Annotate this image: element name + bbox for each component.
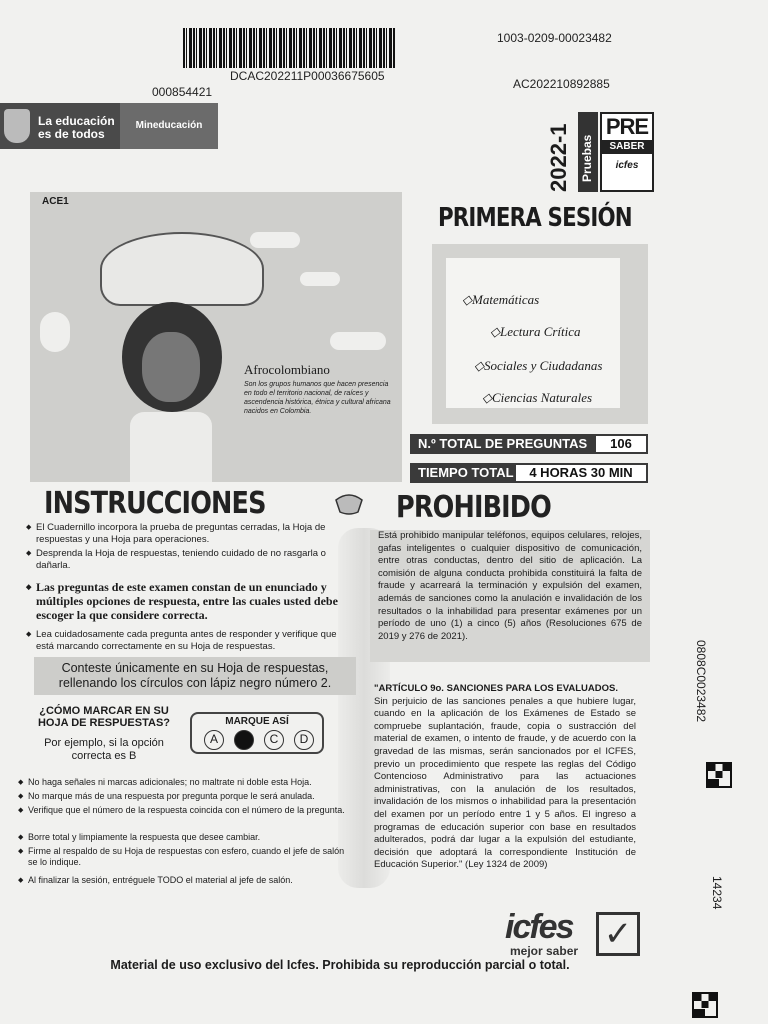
code-right: AC202210892885 [513, 77, 610, 91]
mark-example-box [190, 712, 324, 754]
total-questions-row [410, 434, 648, 454]
pre-saber-badge [600, 112, 654, 192]
qr-code-icon [706, 762, 732, 788]
caption-text: Son los grupos humanos que hacen presencia en todo el territorio nacional, de raíces y ascendencia histórica, étnica y cultural africana nacidos en Colombia. [244, 381, 391, 415]
total-questions-value: 106 [596, 436, 646, 452]
article-text: Sin perjuicio de las sanciones penales a que hubiere lugar, cuando en la aplicación de los Exámenes de Estado se compruebe suplantación, fraude, copia o sustracción del material de examen, o intento de fraude, y de acuerdo con la gravedad de las mismas, serán sancionados por el ICFES, previo un procedimiento que respete las reglas del Código Contencioso Administrativo para las actuaciones administrativas, con la anulación de los resultados, invalidación de los mismos o inhabilidad para la presentación del examen por un período entre 1 y 5 años. El ingreso a programas de educación superior con base en resultados adulterados, podrá dar lugar a la expulsión del estudiante, decisión que adoptará la correspondiente Institución de Educación Superior." (Ley 1324 de 2009) [374, 695, 636, 871]
option-circle-b-filled [234, 730, 254, 750]
instruction-item: ◆ Lea cuidadosamente cada pregunta antes de responder y verifique que está marcando correctamente en su Hoja de respuestas. [36, 629, 356, 653]
how-to-mark-example: Por ejemplo, si la opción correcta es B [44, 737, 164, 762]
rule-item: ◆ Borre total y limpiamente la respuesta que desee cambiar. [28, 832, 350, 843]
basket-hat-icon [100, 232, 264, 306]
code-top-right: 1003-0209-00023482 [497, 31, 612, 45]
illustration-code: ACE1 [42, 196, 69, 207]
session-title: PRIMERA SESIÓN [438, 203, 632, 233]
barcode-text: DCAC202211P00036675605 [230, 69, 385, 83]
slogan: La educación es de todos [38, 114, 115, 141]
ministry-band [0, 103, 218, 149]
rule-item: ◆ Al finalizar la sesión, entréguele TODO el material al jefe de salón. [28, 875, 350, 886]
pruebas-label: Pruebas [578, 112, 598, 192]
subject-item: ◇Matemáticas [462, 292, 540, 307]
rule-item: ◆ Verifique que el número de la respuesta coincida con el número de la pregunta. [28, 805, 350, 816]
year-label: 2022-1 [546, 123, 571, 192]
rule-item: ◆ No haga señales ni marcas adicionales; no maltrate ni doble esta Hoja. [28, 777, 350, 788]
article-block [374, 683, 636, 872]
subject-item: ◇Lectura Crítica [490, 324, 581, 339]
vertical-number: 14234 [710, 876, 724, 910]
caption-title: Afrocolombiano [244, 362, 330, 377]
check-icon: ✓ [596, 912, 640, 956]
icfes-logo: icfes [505, 908, 573, 946]
icfes-small-logo: icfes [615, 160, 639, 171]
vertical-code: 0808C0023482 [694, 640, 708, 723]
subjects-box [432, 244, 648, 424]
girl-figure-icon [142, 332, 200, 402]
contest-note: Conteste únicamente en su Hoja de respuestas, rellenando los círculos con lápiz negro número 2. [34, 657, 356, 695]
icfes-tagline: mejor saber [510, 944, 579, 958]
prohibido-title: PROHIBIDO [396, 490, 551, 525]
barcode [183, 28, 395, 68]
instructions-title: INSTRUCCIONES [44, 486, 266, 521]
qr-code-icon [692, 992, 718, 1018]
footer-note: Material de uso exclusivo del Icfes. Prohibida su reproducción parcial o total. [110, 958, 570, 972]
option-circle-d: D [294, 730, 314, 750]
code-left: 000854421 [152, 85, 213, 99]
instruction-item: ◆ El Cuadernillo incorpora la prueba de preguntas cerradas, la Hoja de respuestas y una Hoja para operaciones. [36, 522, 356, 546]
instruction-item: ◆ Las preguntas de este examen constan de un enunciado y múltiples opciones de respuesta, entre las cuales usted debe escoger la que considere correcta. [36, 580, 356, 622]
pre-text: PRE [605, 114, 649, 139]
option-circle-c: C [264, 730, 284, 750]
bowl-icon [334, 490, 364, 516]
mark-example-label: MARQUE ASÍ [225, 716, 289, 727]
subject-item: ◇Sociales y Ciudadanas [474, 358, 603, 373]
total-time-value: 4 HORAS 30 MIN [516, 465, 646, 481]
article-title: "ARTÍCULO 9o. SANCIONES PARA LOS EVALUADOS. [374, 683, 618, 694]
instruction-item: ◆ Desprenda la Hoja de respuestas, teniendo cuidado de no rasgarla o dañarla. [36, 548, 356, 572]
coat-of-arms-icon [4, 109, 30, 143]
subject-item: ◇Ciencias Naturales [482, 390, 593, 405]
option-circle-a: A [204, 730, 224, 750]
total-questions-label: N.º TOTAL DE PREGUNTAS [418, 436, 588, 451]
ministry-name: Mineducación [120, 103, 218, 149]
total-time-row [410, 463, 648, 483]
rule-item: ◆ No marque más de una respuesta por pregunta porque le será anulada. [28, 791, 350, 802]
prohibido-text: Está prohibido manipular teléfonos, equipos celulares, relojes, gafas inteligentes o cualquier dispositivo de comunicación, entre otras conductas, dentro del sitio de aplicación. La comisión de alguna conducta prohibida constituirá la falta de fraude y acarreará la terminación y expulsión del examen, además de sanciones como la anulación e invalidación de los resultados o la inhabilidad para presentar exámenes por un período de uno (1) a cinco (5) años (Resoluciones 675 de 2019 y 276 de 2021). [370, 530, 650, 662]
total-time-label: TIEMPO TOTAL [418, 465, 514, 480]
saber-text: SABER [602, 140, 652, 154]
illustration [30, 192, 402, 482]
rule-item: ◆ Firme al respaldo de su Hoja de respuestas con esfero, cuando el jefe de salón se lo indique. [28, 846, 350, 868]
how-to-mark-title: ¿CÓMO MARCAR EN SU HOJA DE RESPUESTAS? [37, 705, 171, 729]
